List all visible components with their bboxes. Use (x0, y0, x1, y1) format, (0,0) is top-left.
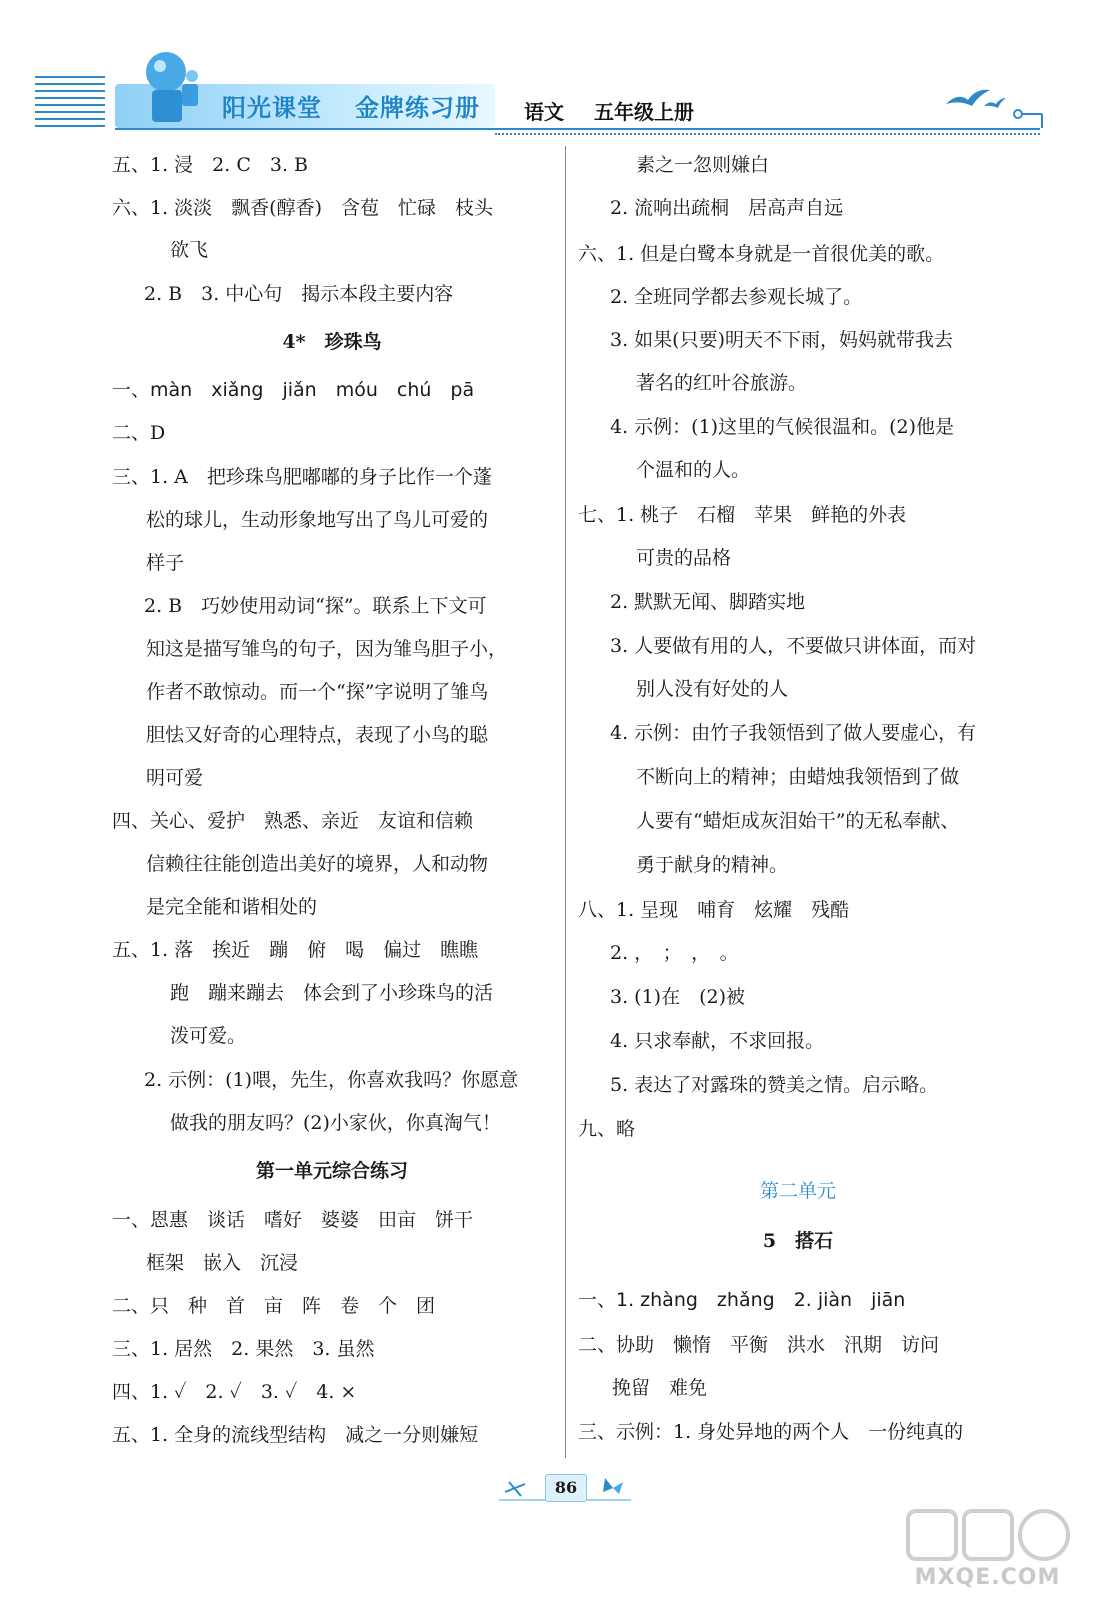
answer-line: 2. 默默无闻、脚踏实地 (610, 591, 806, 613)
answer-line: 四、1. ✓ 2. ✓ 3. ✓ 4. × (112, 1381, 357, 1403)
answer-line: 八、1. 呈现 哺育 炫耀 残酷 (578, 899, 850, 921)
unit-heading: 第二单元 (759, 1180, 836, 1202)
answer-line: 别人没有好处的人 (636, 678, 789, 700)
answer-line: 泼可爱。 (170, 1025, 247, 1047)
page-header (0, 0, 1095, 140)
lesson-title: 5 搭石 (762, 1230, 834, 1252)
answer-line: 著名的红叶谷旅游。 (636, 372, 808, 394)
answer-line: 二、协助 懒惰 平衡 洪水 汛期 访问 (578, 1334, 940, 1356)
answer-line: 2. 流响出疏桐 居高声自远 (610, 197, 844, 219)
answer-line: 样子 (146, 552, 185, 574)
answer-line: 3. 人要做有用的人，不要做只讲体面，而对 (610, 635, 977, 657)
page-footer (495, 1470, 635, 1506)
answer-line: 松的球儿，生动形象地写出了鸟儿可爱的 (146, 509, 489, 531)
pinyin-line: 一、màn xiǎng jiǎn móu chú pā (112, 379, 475, 401)
answer-line: 信赖往往能创造出美好的境界，人和动物 (146, 853, 489, 875)
answer-line: 2. B 巧妙使用动词“探”。联系上下文可 (144, 595, 487, 617)
answer-line: 2. B 3. 中心句 揭示本段主要内容 (144, 283, 454, 305)
answer-line: 五、1. 落 挨近 蹦 俯 喝 偏过 瞧瞧 (112, 939, 479, 961)
answer-line: 2. 全班同学都去参观长城了。 (610, 286, 863, 308)
watermark (900, 1505, 1075, 1595)
answer-line: 二、D (112, 422, 166, 444)
answer-line: 四、关心、爱护 熟悉、亲近 友谊和信赖 (112, 810, 474, 832)
answer-line: 3. (1)在 (2)被 (610, 986, 745, 1008)
answer-line: 知这是描写雏鸟的句子，因为雏鸟胆子小， (146, 638, 508, 660)
brand-title-left: 阳光课堂 (222, 93, 322, 122)
header-stripes (35, 76, 105, 128)
answer-line: 3. 如果(只要)明天不下雨，妈妈就带我去 (610, 329, 953, 351)
answer-line: 欲飞 (170, 239, 209, 261)
answer-line: 4. 示例：(1)这里的气候很温和。(2)他是 (610, 416, 954, 438)
watermark-logo-icon (900, 1505, 1075, 1565)
answer-line: 可贵的品格 (636, 547, 732, 569)
answer-line: 2. 示例：(1)喂，先生，你喜欢我吗？你愿意 (144, 1069, 519, 1091)
header-dotted-rule (495, 133, 1040, 135)
answer-line: 七、1. 桃子 石榴 苹果 鲜艳的外表 (578, 504, 907, 526)
answer-line: 个温和的人。 (636, 459, 751, 481)
lesson-title: 4* 珍珠鸟 (282, 331, 382, 353)
answer-line: 六、1. 淡淡 飘香(醇香) 含苞 忙碌 枝头 (112, 197, 493, 219)
answer-line: 三、1. 居然 2. 果然 3. 虽然 (112, 1338, 375, 1360)
answer-line: 五、1. 全身的流线型结构 减之一分则嫌短 (112, 1424, 479, 1446)
answer-line: 4. 示例：由竹子我领悟到了做人要虚心，有 (610, 722, 977, 744)
answer-line: 作者不敢惊动。而一个“探”字说明了雏鸟 (146, 681, 489, 703)
answer-line: 挽留 难免 (612, 1377, 708, 1399)
answer-line: 框架 嵌入 沉浸 (146, 1252, 299, 1274)
answer-line: 二、只 种 首 亩 阵 卷 个 团 (112, 1295, 436, 1317)
answer-line: 4. 只求奉献，不求回报。 (610, 1030, 825, 1052)
answer-line: 不断向上的精神；由蜡烛我领悟到了做 (636, 766, 960, 788)
answer-line: 三、示例：1. 身处异地的两个人 一份纯真的 (578, 1421, 964, 1443)
answer-line: 三、1. A 把珍珠鸟肥嘟嘟的身子比作一个蓬 (112, 466, 492, 488)
brand-title-right: 金牌练习册 (355, 93, 480, 122)
watermark-text: MXQE.COM (914, 1565, 1061, 1590)
subject-label: 语文 (524, 100, 564, 124)
answer-line: 明可爱 (146, 767, 204, 789)
answer-line: 一、恩惠 谈话 嗜好 婆婆 田亩 饼干 (112, 1209, 474, 1231)
answer-line: 勇于献身的精神。 (636, 854, 789, 876)
answer-line: 九、略 (578, 1118, 636, 1140)
answer-line: 做我的朋友吗？(2)小家伙，你真淘气！ (170, 1112, 501, 1134)
section-title: 第一单元综合练习 (255, 1160, 408, 1182)
answer-line: 六、1. 但是白鹭本身就是一首很优美的歌。 (578, 243, 945, 265)
birds-icon (938, 78, 1048, 128)
page-number: 86 (545, 1474, 587, 1502)
answer-line: 人要有“蜡炬成灰泪始干”的无私奉献、 (636, 810, 960, 832)
answer-line: 胆怯又好奇的心理特点，表现了小鸟的聪 (146, 724, 489, 746)
column-divider (565, 146, 566, 1458)
header-rule (115, 128, 1040, 130)
answer-line: 素之一忽则嫌白 (636, 154, 770, 176)
answer-line: 跑 蹦来蹦去 体会到了小珍珠鸟的活 (170, 982, 494, 1004)
grade-label: 五年级上册 (594, 100, 694, 124)
answer-line: 五、1. 浸 2. C 3. B (112, 154, 309, 176)
answer-line: 2. ， ； ， 。 (610, 942, 739, 964)
answer-line: 是完全能和谐相处的 (146, 896, 318, 918)
globe-mascot-icon (130, 46, 210, 130)
answer-line: 5. 表达了对露珠的赞美之情。启示略。 (610, 1074, 939, 1096)
pinyin-line: 一、1. zhàng zhǎng 2. jiàn jiān (578, 1289, 906, 1311)
